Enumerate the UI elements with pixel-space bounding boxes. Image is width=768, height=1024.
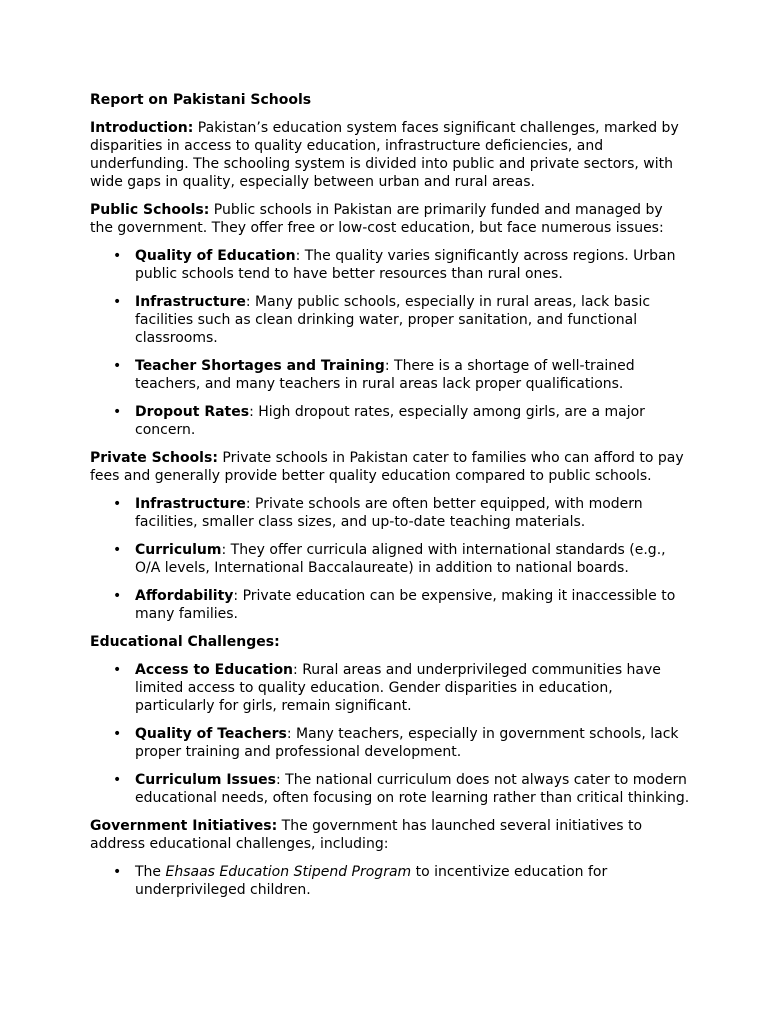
intro-paragraph [90, 119, 690, 191]
list-item [113, 863, 690, 899]
bullet-icon: • [113, 294, 122, 310]
private-schools-text: Private schools in Pakistan cater to families who can afford to pay fees and generally provide better quality education compared to public schools. [90, 450, 684, 484]
bullet-icon: • [113, 358, 122, 374]
government-paragraph [90, 817, 690, 853]
challenges-list [90, 661, 690, 807]
item-text: : High dropout rates, especially among girls, are a major concern. [135, 404, 645, 438]
item-text: : Many public schools, especially in rural areas, lack basic facilities such as clean drinking water, proper sanitation, and functional classrooms. [135, 294, 651, 346]
bullet-icon: • [113, 404, 122, 420]
public-schools-paragraph [90, 201, 690, 237]
list-item [113, 771, 690, 807]
list-item [113, 495, 690, 531]
item-term: Teacher Shortages and Training [135, 358, 385, 374]
bullet-icon: • [113, 588, 122, 604]
item-term: Infrastructure [135, 294, 246, 310]
public-schools-text: Public schools in Pakistan are primarily funded and managed by the government. They offer free or low-cost education, but face numerous issues: [90, 202, 664, 236]
item-prefix: The [135, 864, 166, 880]
intro-heading: Introduction: [90, 120, 194, 136]
bullet-icon: • [113, 248, 122, 264]
private-schools-heading: Private Schools: [90, 450, 218, 466]
item-text: : Private education can be expensive, making it inaccessible to many families. [135, 588, 676, 622]
item-suffix: to incentivize education for underprivileged children. [135, 864, 608, 898]
item-term: Access to Education [135, 662, 294, 678]
government-text: The government has launched several initiatives to address educational challenges, including: [90, 818, 643, 852]
challenges-heading: Educational Challenges: [90, 634, 280, 650]
item-term: Curriculum Issues [135, 772, 277, 788]
public-schools-list [90, 247, 690, 439]
item-term: Quality of Teachers [135, 726, 287, 742]
item-text: : They offer curricula aligned with international standards (e.g., O/A levels, International Baccalaureate) in addition to national boards. [135, 542, 666, 576]
list-item [113, 541, 690, 577]
item-term: Curriculum [135, 542, 222, 558]
program-name: Ehsaas Education Stipend Program [165, 864, 412, 880]
challenges-paragraph [90, 633, 690, 651]
bullet-icon: • [113, 662, 122, 678]
list-item [113, 293, 690, 347]
item-text: : The national curriculum does not always cater to modern educational needs, often focusing on rote learning rather than critical thinking. [135, 772, 690, 806]
item-term: Affordability [135, 588, 234, 604]
government-list [90, 863, 690, 899]
private-schools-paragraph [90, 449, 690, 485]
bullet-icon: • [113, 864, 122, 880]
list-item [113, 587, 690, 623]
intro-text: Pakistan’s education system faces significant challenges, marked by disparities in access to quality education, infrastructure deficiencies, and underfunding. The schooling system is divided into public and private sectors, with wide gaps in quality, especially between urban and rural areas. [90, 120, 679, 190]
government-heading: Government Initiatives: [90, 818, 278, 834]
bullet-icon: • [113, 542, 122, 558]
item-term: Dropout Rates [135, 404, 250, 420]
list-item [113, 357, 690, 393]
item-term: Infrastructure [135, 496, 246, 512]
bullet-icon: • [113, 726, 122, 742]
list-item [113, 725, 690, 761]
item-text: : Rural areas and underprivileged communities have limited access to quality education. Gender disparities in education, particularly for girls, remain significant. [135, 662, 661, 714]
document-page [90, 91, 690, 909]
item-text: : There is a shortage of well-trained teachers, and many teachers in rural areas lack proper qualifications. [135, 358, 635, 392]
list-item [113, 661, 690, 715]
item-text: : Many teachers, especially in government schools, lack proper training and professional development. [135, 726, 679, 760]
bullet-icon: • [113, 496, 122, 512]
list-item [113, 403, 690, 439]
bullet-icon: • [113, 772, 122, 788]
item-text: : The quality varies significantly across regions. Urban public schools tend to have better resources than rural ones. [135, 248, 676, 282]
list-item [113, 247, 690, 283]
public-schools-heading: Public Schools: [90, 202, 210, 218]
item-text: : Private schools are often better equipped, with modern facilities, smaller class sizes, and up-to-date teaching materials. [135, 496, 643, 530]
document-title: Report on Pakistani Schools [90, 92, 312, 108]
item-term: Quality of Education [135, 248, 296, 264]
private-schools-list [90, 495, 690, 623]
